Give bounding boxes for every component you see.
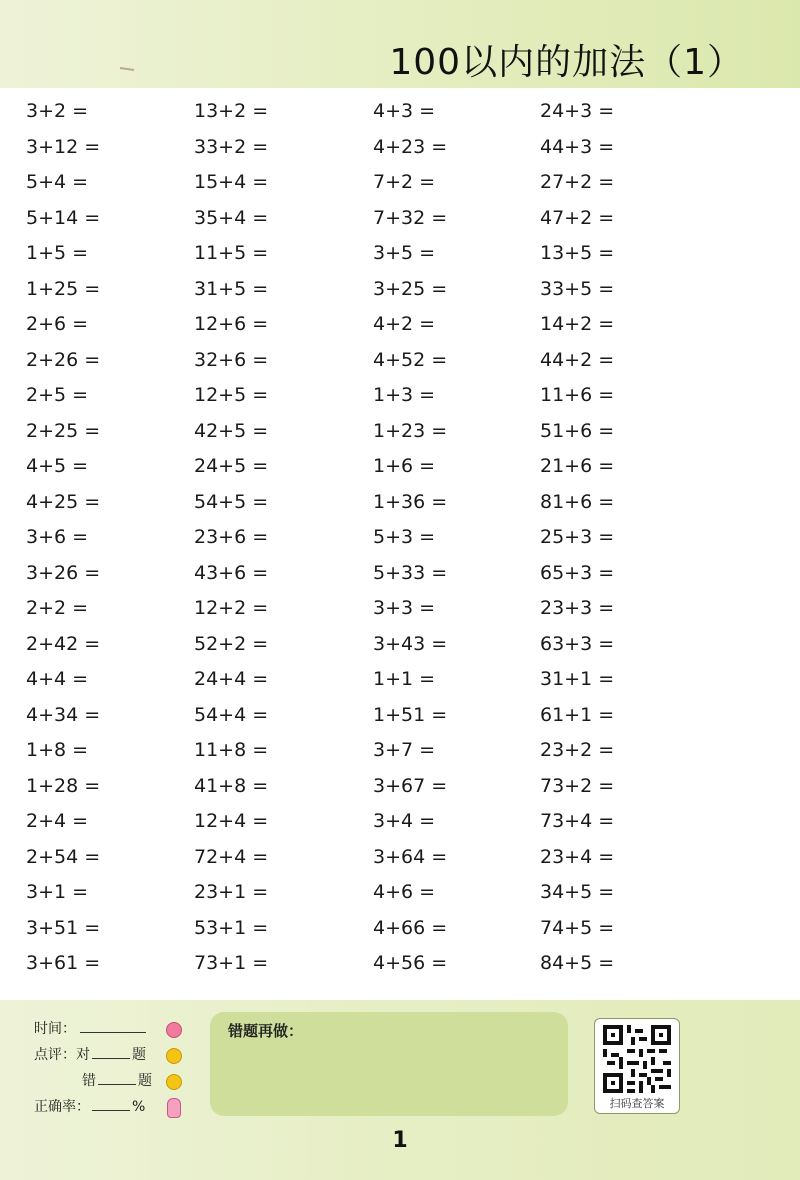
addition-problem: 61+1 = xyxy=(540,703,615,726)
problem-row xyxy=(0,804,800,839)
addition-problem: 4+23 = xyxy=(373,135,448,158)
addition-problem: 74+5 = xyxy=(540,916,615,939)
addition-problem: 1+3 = xyxy=(373,384,436,406)
problem-row xyxy=(0,414,800,449)
addition-problem: 43+6 = xyxy=(194,561,269,584)
addition-problem: 2+4 = xyxy=(26,810,89,832)
addition-problem: 3+12 = xyxy=(26,135,101,158)
addition-problem: 72+4 = xyxy=(194,845,269,868)
addition-problem: 4+25 = xyxy=(26,490,101,513)
addition-problem: 5+4 = xyxy=(26,171,89,193)
redo-label: 错题再做： xyxy=(228,1022,304,1040)
page-number: 1 xyxy=(392,1128,408,1153)
addition-problem: 33+5 = xyxy=(540,277,615,300)
sad-face-icon xyxy=(166,1074,182,1090)
correct-label: 对 xyxy=(76,1047,90,1063)
problem-row xyxy=(0,627,800,662)
addition-problem: 3+2 = xyxy=(26,100,89,122)
addition-problem: 4+52 = xyxy=(373,348,448,371)
smiley-face-icon xyxy=(166,1048,182,1064)
addition-problem: 52+2 = xyxy=(194,632,269,655)
footer-panel xyxy=(0,1000,800,1180)
addition-problem: 33+2 = xyxy=(194,135,269,158)
addition-problem: 3+67 = xyxy=(373,774,448,797)
addition-problem: 1+25 = xyxy=(26,277,101,300)
page-header xyxy=(0,0,800,88)
addition-problem: 23+3 = xyxy=(540,597,615,619)
addition-problem: 4+4 = xyxy=(26,668,89,690)
addition-problem: 3+43 = xyxy=(373,632,448,655)
addition-problem: 4+56 = xyxy=(373,952,448,974)
addition-problem: 3+4 = xyxy=(373,810,436,832)
accuracy-line xyxy=(34,1096,145,1118)
problem-row xyxy=(0,875,800,910)
bunny-icon xyxy=(167,1098,181,1118)
addition-problem: 13+2 = xyxy=(194,100,269,122)
addition-problem: 23+1 = xyxy=(194,881,269,903)
addition-problem: 32+6 = xyxy=(194,348,269,371)
addition-problem: 3+7 = xyxy=(373,739,436,761)
addition-problem: 5+3 = xyxy=(373,526,436,548)
addition-problem: 5+14 = xyxy=(26,206,101,229)
addition-problem: 2+25 = xyxy=(26,419,101,442)
qr-label: 扫码查答案 xyxy=(609,1097,665,1110)
addition-problem: 4+3 = xyxy=(373,100,436,122)
accuracy-label: 正确率： xyxy=(34,1099,90,1115)
problem-row xyxy=(0,94,800,129)
problem-row xyxy=(0,946,800,981)
accuracy-blank xyxy=(92,1096,130,1111)
addition-problem: 1+23 = xyxy=(373,419,448,442)
addition-problem: 51+6 = xyxy=(540,419,615,442)
problem-row xyxy=(0,307,800,342)
addition-problem: 73+4 = xyxy=(540,810,615,832)
addition-problem: 27+2 = xyxy=(540,171,615,193)
problem-row xyxy=(0,520,800,555)
problem-row xyxy=(0,272,800,307)
addition-problem: 23+4 = xyxy=(540,845,615,868)
addition-problem: 4+6 = xyxy=(373,881,436,903)
correct-blank xyxy=(92,1044,130,1059)
review-label: 点评： xyxy=(34,1047,76,1063)
addition-problem: 24+5 = xyxy=(194,455,269,477)
problem-row xyxy=(0,201,800,236)
addition-problem: 3+6 = xyxy=(26,526,89,548)
addition-problem: 13+5 = xyxy=(540,242,615,264)
addition-problem: 54+4 = xyxy=(194,703,269,726)
addition-problem: 14+2 = xyxy=(540,313,615,335)
time-line xyxy=(34,1018,146,1040)
addition-problem: 21+6 = xyxy=(540,455,615,477)
addition-problem: 24+4 = xyxy=(194,668,269,690)
addition-problem: 4+2 = xyxy=(373,313,436,335)
addition-problem: 15+4 = xyxy=(194,171,269,193)
addition-problem: 44+3 = xyxy=(540,135,615,158)
addition-problem: 7+2 = xyxy=(373,171,436,193)
addition-problem: 25+3 = xyxy=(540,526,615,548)
problem-row xyxy=(0,769,800,804)
addition-problem: 12+6 = xyxy=(194,313,269,335)
addition-problem: 11+8 = xyxy=(194,739,269,761)
pig-face-icon xyxy=(166,1022,182,1038)
addition-problem: 54+5 = xyxy=(194,490,269,513)
problem-row xyxy=(0,343,800,378)
addition-problem: 1+8 = xyxy=(26,739,89,761)
addition-problem: 3+26 = xyxy=(26,561,101,584)
problem-row xyxy=(0,130,800,165)
addition-problem: 3+61 = xyxy=(26,952,101,974)
problem-row xyxy=(0,911,800,946)
addition-problem: 11+6 = xyxy=(540,384,615,406)
addition-problem: 2+6 = xyxy=(26,313,89,335)
addition-problem: 3+64 = xyxy=(373,845,448,868)
addition-problem: 1+28 = xyxy=(26,774,101,797)
addition-problem: 4+5 = xyxy=(26,455,89,477)
problem-row xyxy=(0,840,800,875)
addition-problem: 2+5 = xyxy=(26,384,89,406)
qr-card[interactable] xyxy=(594,1018,680,1114)
wrong-label: 错 xyxy=(82,1073,96,1089)
addition-problem: 1+6 = xyxy=(373,455,436,477)
addition-problem: 1+1 = xyxy=(373,668,436,690)
addition-problem: 3+1 = xyxy=(26,881,89,903)
time-blank xyxy=(80,1018,146,1033)
addition-problem: 23+6 = xyxy=(194,526,269,548)
addition-problem: 12+2 = xyxy=(194,597,269,619)
addition-problem: 12+4 = xyxy=(194,810,269,832)
qr-code-icon xyxy=(603,1025,671,1093)
addition-problem: 2+42 = xyxy=(26,632,101,655)
addition-problem: 11+5 = xyxy=(194,242,269,264)
percent-sign: % xyxy=(132,1099,146,1115)
problem-row xyxy=(0,236,800,271)
addition-problem: 53+1 = xyxy=(194,916,269,939)
wrong-unit: 题 xyxy=(138,1073,152,1089)
wrong-line xyxy=(82,1070,152,1092)
correct-unit: 题 xyxy=(132,1047,146,1063)
addition-problem: 1+36 = xyxy=(373,490,448,513)
problem-row xyxy=(0,698,800,733)
decorative-mark xyxy=(120,67,134,71)
redo-area[interactable] xyxy=(210,1012,568,1116)
addition-problem: 35+4 = xyxy=(194,206,269,229)
addition-problem: 12+5 = xyxy=(194,384,269,406)
problem-row xyxy=(0,591,800,626)
problem-row xyxy=(0,378,800,413)
addition-problem: 4+66 = xyxy=(373,916,448,939)
addition-problem: 34+5 = xyxy=(540,881,615,903)
addition-problem: 73+2 = xyxy=(540,774,615,797)
addition-problem: 3+5 = xyxy=(373,242,436,264)
addition-problem: 23+2 = xyxy=(540,739,615,761)
addition-problem: 63+3 = xyxy=(540,632,615,655)
addition-problem: 31+5 = xyxy=(194,277,269,300)
addition-problem: 41+8 = xyxy=(194,774,269,797)
problem-row xyxy=(0,449,800,484)
addition-problem: 4+34 = xyxy=(26,703,101,726)
time-label: 时间： xyxy=(34,1021,76,1037)
addition-problem: 5+33 = xyxy=(373,561,448,584)
addition-problem: 47+2 = xyxy=(540,206,615,229)
problem-row xyxy=(0,662,800,697)
addition-problem: 84+5 = xyxy=(540,952,615,974)
addition-problem: 1+5 = xyxy=(26,242,89,264)
addition-problem: 24+3 = xyxy=(540,100,615,122)
addition-problem: 65+3 = xyxy=(540,561,615,584)
addition-problem: 31+1 = xyxy=(540,668,615,690)
addition-problem: 3+3 = xyxy=(373,597,436,619)
page-title: 100以内的加法（1） xyxy=(389,42,744,83)
addition-problem: 2+26 = xyxy=(26,348,101,371)
addition-problem: 42+5 = xyxy=(194,419,269,442)
addition-problem: 7+32 = xyxy=(373,206,448,229)
correct-line xyxy=(34,1044,146,1066)
problem-row xyxy=(0,733,800,768)
problem-row xyxy=(0,165,800,200)
addition-problem: 1+51 = xyxy=(373,703,448,726)
addition-problem: 2+2 = xyxy=(26,597,89,619)
addition-problem: 2+54 = xyxy=(26,845,101,868)
problem-row xyxy=(0,556,800,591)
wrong-blank xyxy=(98,1070,136,1085)
addition-problem: 73+1 = xyxy=(194,952,269,974)
addition-problem: 3+51 = xyxy=(26,916,101,939)
problem-row xyxy=(0,485,800,520)
addition-problem: 81+6 = xyxy=(540,490,615,513)
addition-problem: 3+25 = xyxy=(373,277,448,300)
addition-problem: 44+2 = xyxy=(540,348,615,371)
